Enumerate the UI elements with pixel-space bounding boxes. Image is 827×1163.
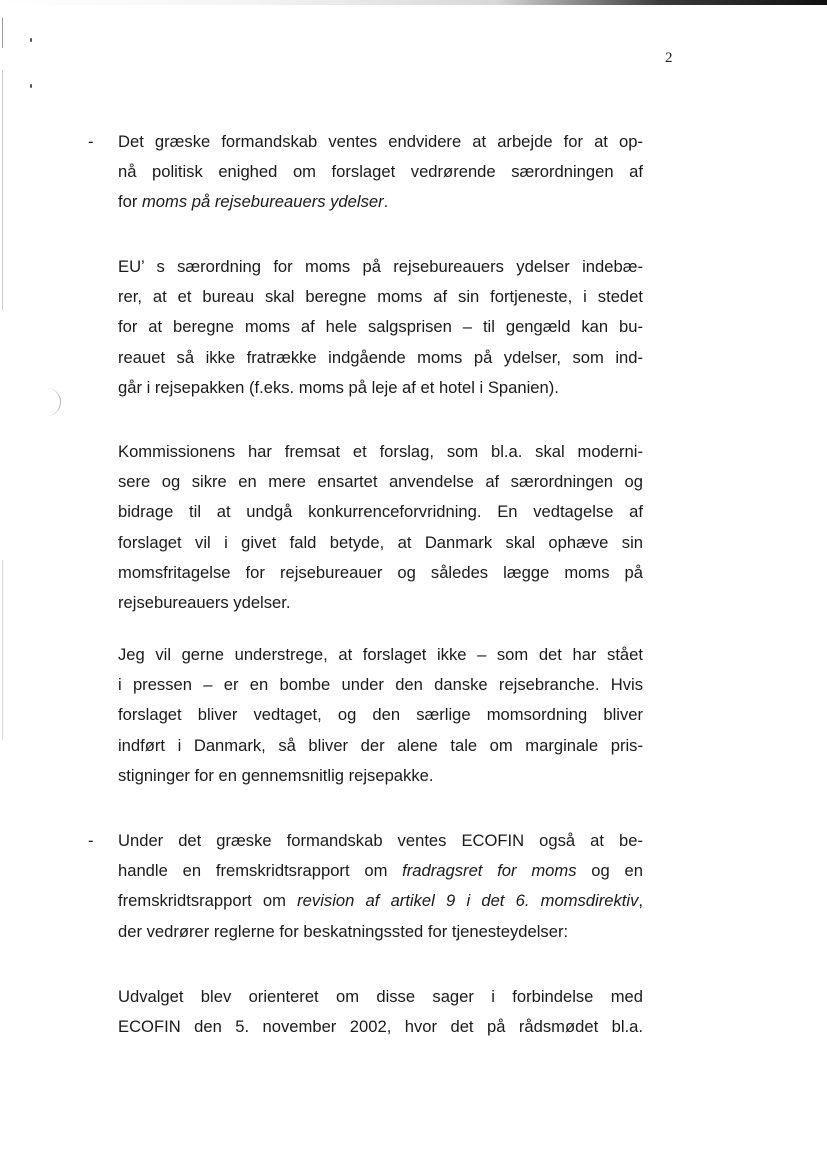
text-line: forslaget bliver vedtaget, og den særlige momsordning bliver [118,705,643,725]
text-line: i pressen – er en bombe under den danske rejsebranche. Hvis [118,675,643,695]
scan-margin-line [2,18,3,48]
scan-margin-line [2,560,3,740]
paragraph-emphasis [118,640,643,791]
italic-term: fradragsret for moms [402,861,577,881]
paragraph-ecofin-reports [118,826,643,947]
text-run: , [638,891,643,911]
text-line: rejsebureauers ydelser. [118,593,291,613]
paragraph-committee-briefing [118,982,643,1042]
scan-speck [30,38,32,42]
text-line: rer, at et bureau skal beregne moms af sin fortjeneste, i stedet [118,287,643,307]
text-line: der vedrører reglerne for beskatningssted for tjenesteydelser: [118,921,569,941]
paragraph-special-scheme [118,252,643,403]
text-run: handle en fremskridtsrapport om [118,861,403,881]
text-line: nå politisk enighed om forslaget vedrørende særordningen af [118,162,643,182]
text-line [118,886,643,916]
text-line: momsfritagelse for rejsebureauer og således lægge moms på [118,562,643,582]
text-line: Under det græske formandskab ventes ECOFIN også at be- [118,831,643,850]
text-line: Kommissionens har fremsat et forslag, som bl.a. skal moderni- [118,442,643,461]
text-line: Jeg vil gerne understrege, at forslaget ikke – som det har stået [118,645,643,664]
text-line: for at beregne moms af hele salgsprisen – til gengæld kan bu- [118,317,643,337]
text-line: sere og sikre en mere ensartet anvendelse af særordningen og [118,472,643,492]
text-line: går i rejsepakken (f.eks. moms på leje af et hotel i Spanien). [118,377,559,397]
scan-speck [30,84,32,88]
page-number: 2 [665,50,673,66]
text-line: ECOFIN den 5. november 2002, hvor det på rådsmødet bl.a. [118,1017,643,1037]
text-line: bidrage til at undgå konkurrenceforvridning. En vedtagelse af [118,502,643,522]
bullet-dash: - [88,132,94,151]
text-line: reauet så ikke fratrække indgående moms på ydelser, som ind- [118,347,643,367]
text-line: Udvalget blev orienteret om disse sager i forbindelse med [118,987,643,1006]
text-line: stigninger for en gennemsnitlig rejsepakke. [118,765,434,785]
text-line: forslaget vil i givet fald betyde, at Danmark skal ophæve sin [118,532,643,552]
scan-edge-shadow [0,0,827,5]
paragraph-presidency-agenda [118,127,643,218]
scan-margin-line [2,70,3,310]
punch-hole-mark [36,388,61,416]
text-line: Det græske formandskab ventes endvidere at arbejde for at op- [118,132,643,151]
text-run: . [383,192,389,212]
text-run: for [118,192,142,212]
paragraph-commission-proposal [118,437,643,618]
text-run: fremskridtsrapport om [118,891,298,911]
bullet-dash: - [88,831,94,850]
italic-term: moms på rejsebureauers ydelser [141,192,384,212]
text-line [118,856,643,886]
text-run: og en [576,861,643,881]
text-line: EU’ s særordning for moms på rejsebureauers ydelser indebæ- [118,257,643,276]
italic-term: revision af artikel 9 i det 6. momsdirektiv [297,891,639,911]
text-line: indført i Danmark, så bliver der alene tale om marginale pris- [118,735,643,755]
text-line [118,187,643,217]
